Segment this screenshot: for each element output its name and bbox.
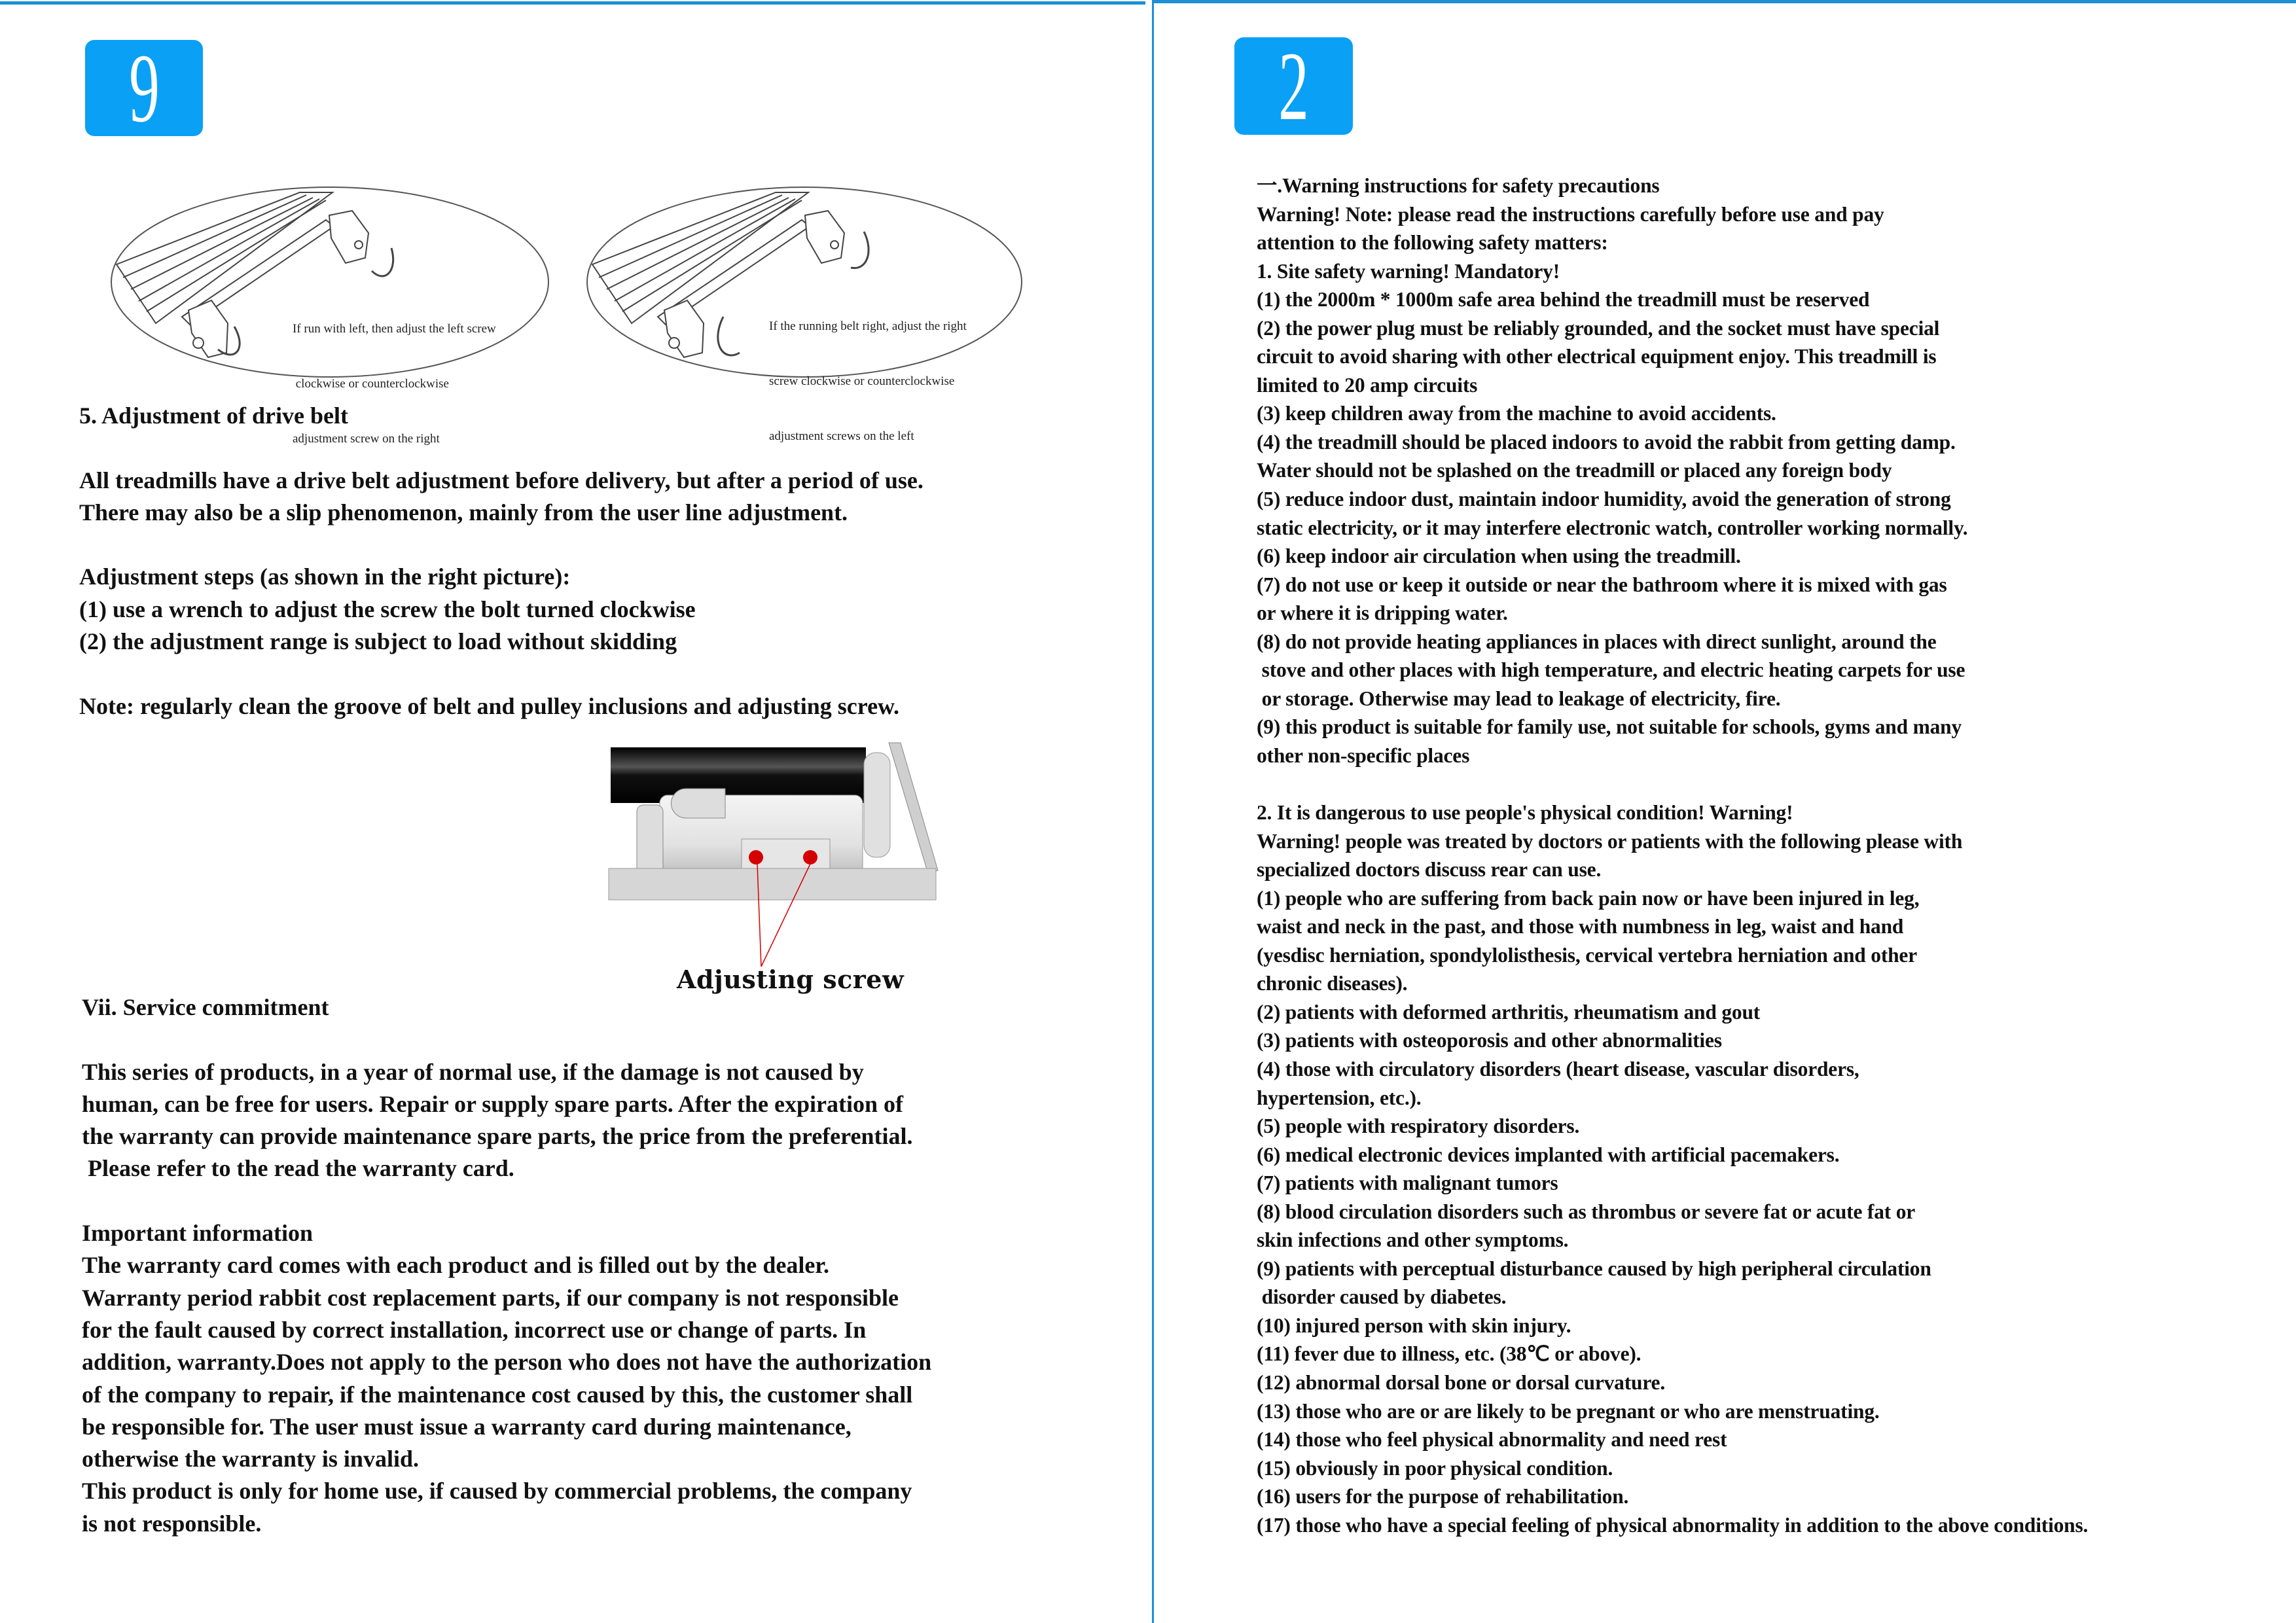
text-line: human, can be free for users. Repair or supply spare parts. After the expiration of — [82, 1090, 903, 1117]
page-number-badge-left — [85, 33, 203, 143]
text-line: This product is only for home use, if caused by commercial problems, the company — [82, 1478, 912, 1505]
text-line: (3) patients with osteoporosis and other abnormalities — [1257, 1029, 1722, 1052]
text-line: Note: regularly clean the groove of belt and pulley inclusions and adjusting screw. — [79, 692, 900, 719]
text-line: waist and neck in the past, and those with numbness in leg, waist and hand — [1257, 915, 1904, 938]
caption-line: screw clockwise or counterclockwise — [769, 374, 955, 388]
text-line: addition, warranty.Does not apply to the person who does not have the authorization — [82, 1349, 932, 1376]
text-line: (15) obviously in poor physical condition. — [1257, 1456, 1613, 1480]
text-line: (10) injured person with skin injury. — [1257, 1313, 1571, 1337]
text-line: (8) blood circulation disorders such as thrombus or severe fat or acute fat or — [1257, 1200, 1916, 1223]
drive-belt-section — [79, 400, 924, 722]
text-line: (5) people with respiratory disorders. — [1257, 1115, 1580, 1138]
text-line: Water should not be splashed on the treadmill or placed any foreign body — [1257, 459, 1892, 482]
text-line: (5) reduce indoor dust, maintain indoor humidity, avoid the generation of strong — [1257, 488, 1951, 511]
text-line: Warranty period rabbit cost replacement parts, if our company is not responsible — [82, 1284, 899, 1311]
text-line: (1) use a wrench to adjust the screw the bolt turned clockwise — [79, 596, 696, 622]
text-line: (16) users for the purpose of rehabilitation. — [1257, 1485, 1629, 1508]
text-line: Warning! people was treated by doctors or patients with the following please with — [1257, 829, 1963, 853]
blank-line — [79, 529, 924, 561]
text-line: otherwise the warranty is invalid. — [82, 1446, 419, 1472]
text-line: 2. It is dangerous to use people's physical condition! Warning! — [1257, 801, 1793, 825]
text-line: (4) the treadmill should be placed indoors to avoid the rabbit from getting damp. — [1257, 430, 1956, 454]
text-line: hypertension, etc.). — [1257, 1086, 1422, 1109]
text-line: or where it is dripping water. — [1257, 601, 1508, 625]
caption-line: adjustment screw on the right — [293, 432, 440, 446]
text-line: (7) patients with malignant tumors — [1257, 1171, 1558, 1195]
blank-line — [1257, 770, 2088, 798]
blank-line — [82, 1024, 931, 1056]
text-line: Warning! Note: please read the instructions carefully before use and pay — [1257, 202, 1884, 226]
text-line: static electricity, or it may interfere electronic watch, controller working normally. — [1257, 516, 1968, 539]
text-line: specialized doctors discuss rear can use. — [1257, 858, 1602, 882]
text-line: (1) people who are suffering from back pain now or have been injured in leg, — [1257, 886, 1920, 910]
page-number: 9 — [128, 33, 160, 143]
left-page-top-rule — [0, 1, 1145, 5]
caption-line: adjustment screws on the left — [769, 429, 914, 443]
text-line: Adjustment steps (as shown in the right picture): — [79, 563, 571, 590]
text-line: circuit to avoid sharing with other electrical equipment enjoy. This treadmill is — [1257, 345, 1937, 368]
text-line: (yesdisc herniation, spondylolisthesis, cervical vertebra herniation and other — [1257, 943, 1917, 967]
text-line: be responsible for. The user must issue a warranty card during maintenance, — [82, 1413, 852, 1440]
text-line: stove and other places with high temperature, and electric heating carpets for use — [1257, 658, 1965, 682]
text-line: (2) the power plug must be reliably grounded, and the socket must have special — [1257, 316, 1940, 340]
text-line: There may also be a slip phenomenon, mainly from the user line adjustment. — [79, 499, 848, 526]
caption-line: clockwise or counterclockwise — [293, 377, 449, 391]
adjusting-screw-icon — [803, 850, 817, 865]
text-line: other non-specific places — [1257, 743, 1470, 767]
text-line: 5. Adjustment of drive belt — [79, 402, 348, 429]
blank-line — [82, 1185, 931, 1217]
text-line: is not responsible. — [82, 1510, 262, 1537]
text-line: Important information — [82, 1220, 313, 1247]
text-line: (7) do not use or keep it outside or near the bathroom where it is mixed with gas — [1257, 573, 1947, 596]
text-line: (8) do not provide heating appliances in places with direct sunlight, around the — [1257, 630, 1937, 653]
adjusting-screw-label: Adjusting screw — [677, 965, 905, 994]
text-line: (9) this product is suitable for family use, not suitable for schools, gyms and many — [1257, 715, 1962, 739]
blank-line — [79, 658, 924, 690]
text-line: the warranty can provide maintenance spare parts, the price from the preferential. — [82, 1123, 913, 1150]
text-line: (3) keep children away from the machine to avoid accidents. — [1257, 402, 1776, 425]
page-number: 2 — [1278, 31, 1309, 141]
text-line: (11) fever due to illness, etc. (38℃ or above). — [1257, 1342, 1641, 1366]
text-line: (12) abnormal dorsal bone or dorsal curvature. — [1257, 1370, 1665, 1394]
text-line: (9) patients with perceptual disturbance caused by high peripheral circulation — [1257, 1257, 1931, 1280]
text-line: (2) the adjustment range is subject to load without skidding — [79, 628, 677, 655]
right-page-top-rule — [1153, 0, 2296, 3]
text-line: 1. Site safety warning! Mandatory! — [1257, 259, 1560, 283]
adjusting-screw-icon — [749, 850, 763, 865]
page-divider — [1152, 0, 1154, 1623]
service-commitment-section — [82, 991, 931, 1540]
text-line: Please refer to the read the warranty card. — [82, 1155, 514, 1182]
text-line: (13) those who are or are likely to be pregnant or who are menstruating. — [1257, 1399, 1880, 1423]
caption-line: If run with left, then adjust the left screw — [293, 322, 496, 336]
page-number-badge-right — [1234, 31, 1353, 141]
text-line: disorder caused by diabetes. — [1257, 1285, 1507, 1309]
text-line: of the company to repair, if the maintenance cost caused by this, the customer shall — [82, 1381, 913, 1408]
text-line: (4) those with circulatory disorders (heart disease, vascular disorders, — [1257, 1057, 1859, 1080]
text-line: (6) medical electronic devices implanted with artificial pacemakers. — [1257, 1143, 1840, 1166]
text-line: All treadmills have a drive belt adjustment before delivery, but after a period of use. — [79, 467, 924, 493]
text-line: (2) patients with deformed arthritis, rheumatism and gout — [1257, 1000, 1761, 1024]
text-line: This series of products, in a year of normal use, if the damage is not caused by — [82, 1058, 864, 1085]
text-line: chronic diseases). — [1257, 972, 1408, 995]
text-line: (14) those who feel physical abnormality and need rest — [1257, 1428, 1727, 1452]
blank-line — [79, 432, 924, 464]
text-line: skin infections and other symptoms. — [1257, 1228, 1569, 1252]
caption-line: If the running belt right, adjust the right — [769, 319, 967, 333]
text-line: The warranty card comes with each product and is filled out by the dealer. — [82, 1252, 829, 1279]
text-line: attention to the following safety matters: — [1257, 231, 1608, 255]
text-line: limited to 20 amp circuits — [1257, 373, 1478, 397]
text-line: or storage. Otherwise may lead to leakage of electricity, fire. — [1257, 687, 1781, 710]
text-line: (6) keep indoor air circulation when using the treadmill. — [1257, 544, 1741, 568]
text-line: for the fault caused by correct installation, incorrect use or change of parts. In — [82, 1316, 867, 1343]
text-line: (1) the 2000m * 1000m safe area behind the treadmill must be reserved — [1257, 288, 1870, 312]
motor-adjusting-screw-photo — [607, 740, 937, 969]
text-line: (17) those who have a special feeling of physical abnormality in addition to the above conditions. — [1257, 1513, 2089, 1537]
safety-warnings-section — [1257, 171, 2088, 1539]
text-line: Vii. Service commitment — [82, 994, 329, 1020]
text-line: 一.Warning instructions for safety precautions — [1257, 174, 1660, 197]
